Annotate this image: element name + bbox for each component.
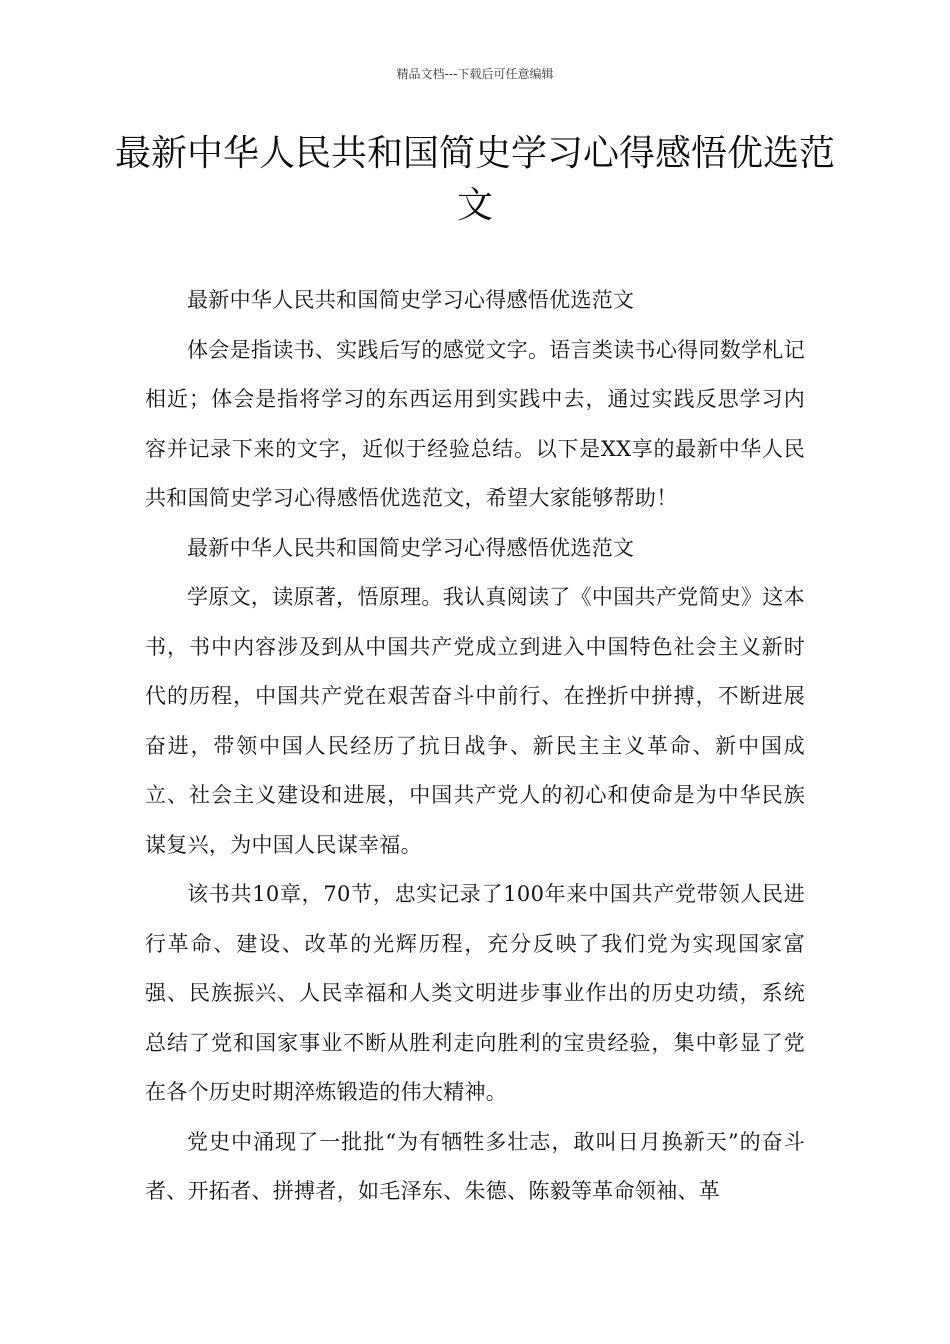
paragraph-book-summary: 该书共10章，70节，忠实记录了100年来中国共产党带领人民进行革命、建设、改革的光辉历程，充分反映了我们党为实现国家富强、民族振兴、人民幸福和人类文明进步事业作出的历史功绩，系统总结了党和国家事业不断从胜利走向胜利的宝贵经验，集中彰显了党在各个历史时期淬炼锻造的伟大精神。 xyxy=(145,882,805,1104)
header-note: 精品文档---下载后可任意编辑 xyxy=(396,67,554,81)
document-body xyxy=(145,276,805,1217)
paragraph-subtitle: 最新中华人民共和国简史学习心得感悟优选范文 xyxy=(187,288,635,312)
paragraph-reading: 学原文，读原著，悟原理。我认真阅读了《中国共产党简史》这本书，书中内容涉及到从中国共产党成立到进入中国特色社会主义新时代的历程，中国共产党在艰苦奋斗中前行、在挫折中拼搏，不断进展奋进，带领中国人民经历了抗日战争、新民主主义革命、新中国成立、社会主义建设和进展，中国共产党人的初心和使命是为中华民族谋复兴，为中国人民谋幸福。 xyxy=(145,585,805,857)
document-title: 最新中华人民共和国简史学习心得感悟优选范文 xyxy=(114,133,835,226)
paragraph-heroes: 党史中涌现了一批批“为有牺牲多壮志，敢叫日月换新天”的奋斗者、开拓者、拼搏者，如毛泽东、朱德、陈毅等革命领袖、革 xyxy=(145,1129,805,1203)
paragraph-subtitle-repeat: 最新中华人民共和国简史学习心得感悟优选范文 xyxy=(187,535,635,560)
paragraph-intro: 体会是指读书、实践后写的感觉文字。语言类读书心得同数学札记相近；体会是指将学习的东西运用到实践中去，通过实践反思学习内容并记录下来的文字，近似于经验总结。以下是XX享的最新中华人民共和国简史学习心得感悟优选范文，希望大家能够帮助！ xyxy=(145,337,805,510)
